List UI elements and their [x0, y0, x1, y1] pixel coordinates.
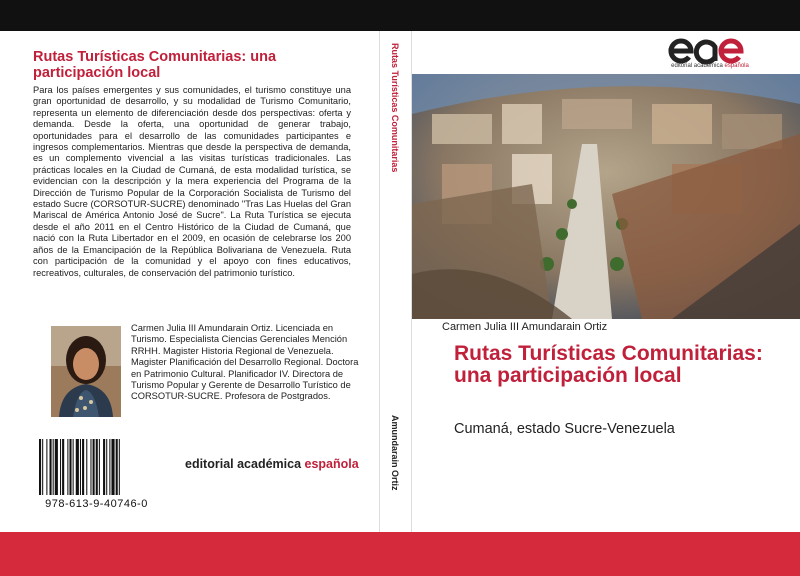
spine-title: Rutas Turísticas Comunitarias: [390, 43, 400, 173]
spine-author: Amundarain Ortiz: [390, 415, 400, 491]
logo-caption-accent: española: [724, 63, 749, 69]
logo-caption: [660, 63, 760, 69]
barcode: [33, 435, 160, 517]
publisher-name-back: [185, 457, 359, 471]
front-subtitle: Cumaná, estado Sucre-Venezuela: [454, 421, 675, 437]
publisher-name-accent: española: [304, 457, 359, 471]
back-cover-blurb: Para los países emergentes y sus comunidades, el turismo constituye una gran oportunidad de desarrollo, y su modalidad de Turismo Comunitario, representa un elemento de diferenciación desde dos perspectivas: oferta y demanda. Desde la oferta, una oportunidad de generar trabajo, oportunidades para el desarrollo de las comunidades participantes e ingresos complementarios. Mientras que desde la perspectiva de demanda, es un complemento vivencial a las visitas turísticas tradicionales. Las prácticas locales en la Ciudad de Cumaná, de esta modalidad turística, se evidencian con la descripción y la mera experiencia del Programa de la Dirección de Turismo Popular de la Corporación Socialista de Turismo del estado Sucre (CORSOTUR-SUCRE) denominado "Tras Las Huelas del Gran Mariscal de América Antonio José de Sucre". La Ruta Turística se ejecuta desde el año 2011 en el Centro Histórico de la Ciudad de Cumaná, que nació con la Ruta Libertador en el 2009, en ocasión de celebrarse los 200 años de la Emancipación de la República Bolivariana de Venezuela. Ruta con participación de la comunidad y el apoyo con fines educativos, recreativos, culturales, de conservación del patrimonio turístico.: [33, 85, 351, 278]
front-cover: [412, 31, 800, 532]
top-band: [0, 0, 800, 31]
barcode-bars: [37, 439, 156, 495]
isbn-number: 978-613-9-40746-0: [45, 498, 148, 510]
front-title: Rutas Turísticas Comunitarias: una participación local: [454, 342, 763, 387]
back-cover-title: Rutas Turísticas Comunitarias: una participación local: [33, 49, 277, 81]
back-cover: [0, 31, 379, 532]
front-author: Carmen Julia III Amundarain Ortiz: [442, 321, 608, 333]
logo-caption-main: editorial académica: [671, 63, 725, 69]
cover-photo-aerial-city: [412, 74, 800, 319]
author-bio: Carmen Julia III Amundarain Ortiz. Licenciada en Turismo. Especialista Ciencias Gerenciales Mención RRHH. Magister Historia Regional de Venezuela. Magister Planificación del Desarrollo Regional. Doctora en Patrimonio Cultural. Planificador IV. Directora de Turismo Popular y Gerente de Desarrollo Turístico de CORSOTUR-SUCRE. Profesora de Postgrados.: [131, 323, 359, 402]
spine: [379, 31, 412, 532]
author-photo: [51, 326, 121, 417]
bottom-band: [0, 532, 800, 576]
publisher-name-main: editorial académica: [185, 457, 305, 471]
